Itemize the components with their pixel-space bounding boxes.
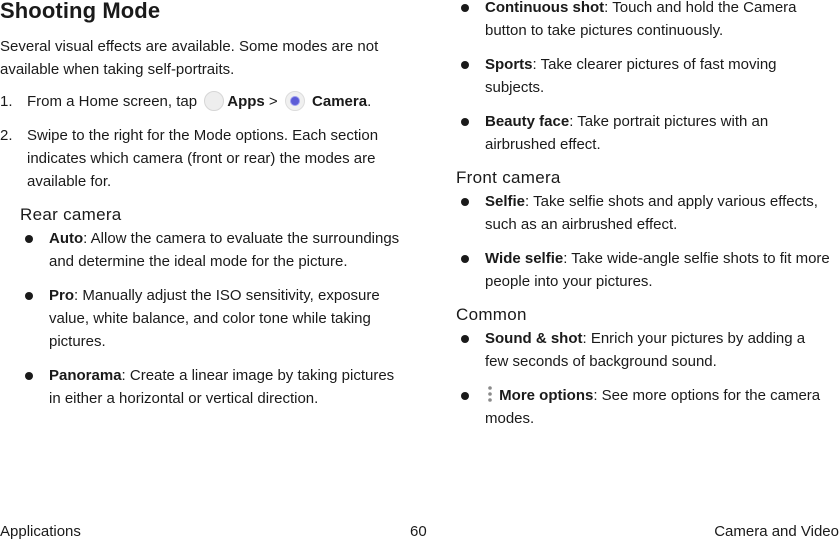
bullet-icon — [461, 4, 469, 12]
rear-camera-list — [20, 227, 400, 421]
step-suffix: . — [367, 93, 372, 110]
mode-term: Wide selfie — [485, 250, 564, 267]
section-heading-rear-camera: Rear camera — [20, 205, 122, 224]
apps-icon — [204, 91, 224, 111]
mode-term: More options — [499, 387, 594, 404]
footer-chapter-name: Camera and Video — [714, 523, 839, 540]
mode-term: Continuous shot — [485, 0, 605, 16]
mode-desc: : Take selfie shots and apply various effects, such as an airbrushed effect. — [485, 193, 818, 233]
bullet-icon — [461, 198, 469, 206]
common-list — [456, 327, 831, 441]
list-item — [456, 0, 831, 42]
bullet-icon — [461, 61, 469, 69]
rear-camera-list-continued — [456, 0, 831, 167]
mode-term: Sports — [485, 56, 533, 73]
camera-icon — [285, 91, 305, 111]
more-options-icon — [485, 385, 495, 403]
step-number: 2. — [0, 127, 13, 144]
page-title: Shooting Mode — [0, 0, 161, 23]
separator: > — [268, 93, 278, 110]
mode-term: Panorama — [49, 367, 122, 384]
list-item — [456, 247, 831, 293]
list-item — [20, 227, 400, 273]
list-item — [456, 384, 831, 430]
mode-term: Beauty face — [485, 113, 570, 130]
footer-section-name: Applications — [0, 523, 81, 540]
mode-term: Sound & shot — [485, 330, 583, 347]
list-item — [20, 364, 400, 410]
bullet-icon — [461, 255, 469, 263]
mode-desc: : Enrich your pictures by adding a few seconds of background sound. — [485, 330, 806, 370]
front-camera-list — [456, 190, 831, 304]
mode-desc: : Manually adjust the ISO sensitivity, exposure value, white balance, and color tone while taking pictures. — [49, 287, 380, 350]
bullet-icon — [461, 392, 469, 400]
mode-desc: : See more options for the camera modes. — [485, 387, 821, 427]
list-item — [456, 53, 831, 99]
bullet-icon — [25, 292, 33, 300]
step-text: From a Home screen, tap — [27, 93, 198, 110]
mode-term: Selfie — [485, 193, 526, 210]
bullet-icon — [25, 235, 33, 243]
list-item — [456, 190, 831, 236]
intro-paragraph: Several visual effects are available. Some modes are not available when taking self-portraits. — [0, 38, 379, 78]
mode-desc: : Create a linear image by taking pictures in either a horizontal or vertical direction. — [49, 367, 395, 407]
mode-desc: : Allow the camera to evaluate the surroundings and determine the ideal mode for the picture. — [49, 230, 400, 270]
mode-term: Auto — [49, 230, 84, 247]
camera-label: Camera — [312, 93, 368, 110]
list-item — [456, 110, 831, 156]
footer-page-number: 60 — [410, 523, 427, 540]
list-item — [456, 327, 831, 373]
apps-label: Apps — [227, 93, 265, 110]
section-heading-common: Common — [456, 305, 527, 324]
mode-desc: : Touch and hold the Camera button to take pictures continuously. — [485, 0, 797, 39]
mode-desc: : Take clearer pictures of fast moving subjects. — [485, 56, 777, 96]
step-text: Swipe to the right for the Mode options. Each section indicates which camera (front or rear) the modes are available for. — [27, 127, 379, 190]
step-number: 1. — [0, 93, 13, 110]
list-item — [20, 284, 400, 353]
bullet-icon — [461, 335, 469, 343]
mode-desc: : Take portrait pictures with an airbrushed effect. — [485, 113, 769, 153]
section-heading-front-camera: Front camera — [456, 168, 561, 187]
mode-desc: : Take wide-angle selfie shots to fit more people into your pictures. — [485, 250, 830, 290]
mode-term: Pro — [49, 287, 75, 304]
bullet-icon — [461, 118, 469, 126]
bullet-icon — [25, 372, 33, 380]
